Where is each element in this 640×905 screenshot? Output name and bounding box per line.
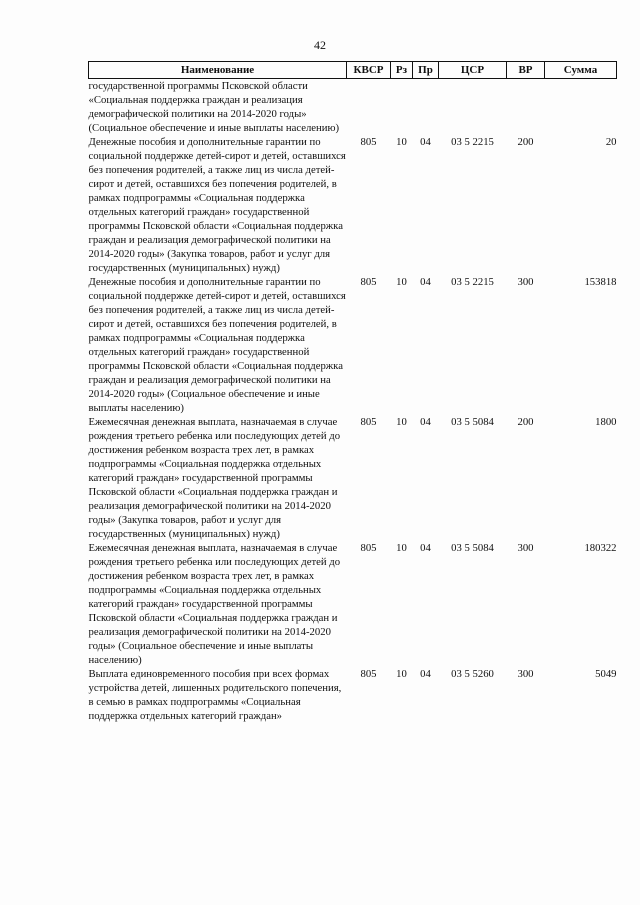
- page-number: 42: [314, 38, 326, 52]
- row-kvsr: 805: [360, 668, 377, 680]
- row-kvsr: 805: [360, 542, 377, 554]
- row-pr: 04: [420, 136, 431, 148]
- row-vr: 300: [517, 276, 534, 288]
- row-name: Денежные пособия и дополнительные гарантии по социальной поддержке детей-сирот и детей, оставшихся без попечения родителей, а также лиц из числа детей-сирот и детей, оставшихся без попечения родителей, в рамках подпрограммы «Социальная поддержка отдельных категорий граждан» государственной программы Псковской области «Социальная поддержка граждан и реализация демографической политики на 2014-2020 годы» (Закупка товаров, работ и услуг для государственных (муниципальных) нужд): [88, 136, 346, 274]
- row-csr: 03 5 2215: [451, 136, 494, 148]
- row-csr: 03 5 5084: [451, 542, 494, 554]
- row-kvsr: 805: [360, 416, 377, 428]
- row-pr: 04: [420, 276, 431, 288]
- row-vr: 200: [517, 416, 534, 428]
- header-vr: ВР: [507, 62, 545, 79]
- row-csr: 03 5 5260: [451, 668, 494, 680]
- row-vr: [507, 79, 545, 136]
- row-name: Ежемесячная денежная выплата, назначаемая в случае рождения третьего ребенка или последующих детей до достижения ребенком возраста трех лет, в рамках подпрограммы «Социальная поддержка отдельных категорий граждан» государственной программы Псковской области «Социальная поддержка граждан и реализация демографической политики на 2014-2020 годы» (Социальное обеспечение и иные выплаты населению): [88, 542, 341, 666]
- row-kvsr: [347, 79, 391, 136]
- row-kvsr: 805: [360, 276, 377, 288]
- header-pr: Пр: [413, 62, 439, 79]
- row-name: Денежные пособия и дополнительные гарантии по социальной поддержке детей-сирот и детей, оставшихся без попечения родителей, а также лиц из числа детей-сирот и детей, оставшихся без попечения родителей, в рамках подпрограммы «Социальная поддержка отдельных категорий граждан» государственной программы Псковской области «Социальная поддержка граждан и реализация демографической политики на 2014-2020 годы» (Социальное обеспечение и иные выплаты населению): [88, 276, 346, 414]
- row-csr: 03 5 5084: [451, 416, 494, 428]
- row-vr: 200: [517, 136, 534, 148]
- row-csr: [439, 79, 507, 136]
- row-vr: 300: [517, 668, 534, 680]
- row-name: Выплата единовременного пособия при всех формах устройства детей, лишенных родительского попечения, в семью в рамках подпрограммы «Социальная поддержка отдельных категорий граждан»: [88, 668, 342, 722]
- row-vr: 300: [517, 542, 534, 554]
- row-sum: [545, 79, 617, 136]
- row-sum: 5049: [595, 668, 617, 680]
- header-sum: Сумма: [545, 62, 617, 79]
- row-rz: 10: [396, 136, 407, 148]
- table-row: [89, 135, 617, 275]
- table-row: [89, 541, 617, 667]
- table-row: [89, 667, 617, 723]
- row-sum: 1800: [595, 416, 617, 428]
- row-sum: 180322: [584, 542, 617, 554]
- table-row: [89, 275, 617, 415]
- row-name: Ежемесячная денежная выплата, назначаемая в случае рождения третьего ребенка или последующих детей до достижения ребенком возраста трех лет, в рамках подпрограммы «Социальная поддержка отдельных категорий граждан» государственной программы Псковской области «Социальная поддержка граждан и реализация демографической политики на 2014-2020 годы» (Закупка товаров, работ и услуг для государственных (муниципальных) нужд): [88, 416, 341, 540]
- row-pr: 04: [420, 416, 431, 428]
- row-pr: 04: [420, 668, 431, 680]
- header-name: Наименование: [89, 62, 347, 79]
- header-csr: ЦСР: [439, 62, 507, 79]
- row-pr: 04: [420, 542, 431, 554]
- header-kvsr: КВСР: [347, 62, 391, 79]
- row-name: государственной программы Псковской области «Социальная поддержка граждан и реализация демографической политики на 2014-2020 годы» (Социальное обеспечение и иные выплаты населению): [88, 80, 340, 134]
- table-row: [89, 415, 617, 541]
- row-sum: 20: [605, 136, 617, 148]
- row-pr: [413, 79, 439, 136]
- row-rz: [391, 79, 413, 136]
- row-sum: 153818: [584, 276, 617, 288]
- table-header-row: [89, 62, 617, 79]
- row-rz: 10: [396, 416, 407, 428]
- row-rz: 10: [396, 542, 407, 554]
- header-rz: Рз: [391, 62, 413, 79]
- row-rz: 10: [396, 276, 407, 288]
- row-csr: 03 5 2215: [451, 276, 494, 288]
- row-rz: 10: [396, 668, 407, 680]
- row-kvsr: 805: [360, 136, 377, 148]
- budget-table: [88, 61, 617, 723]
- table-row: [89, 79, 617, 136]
